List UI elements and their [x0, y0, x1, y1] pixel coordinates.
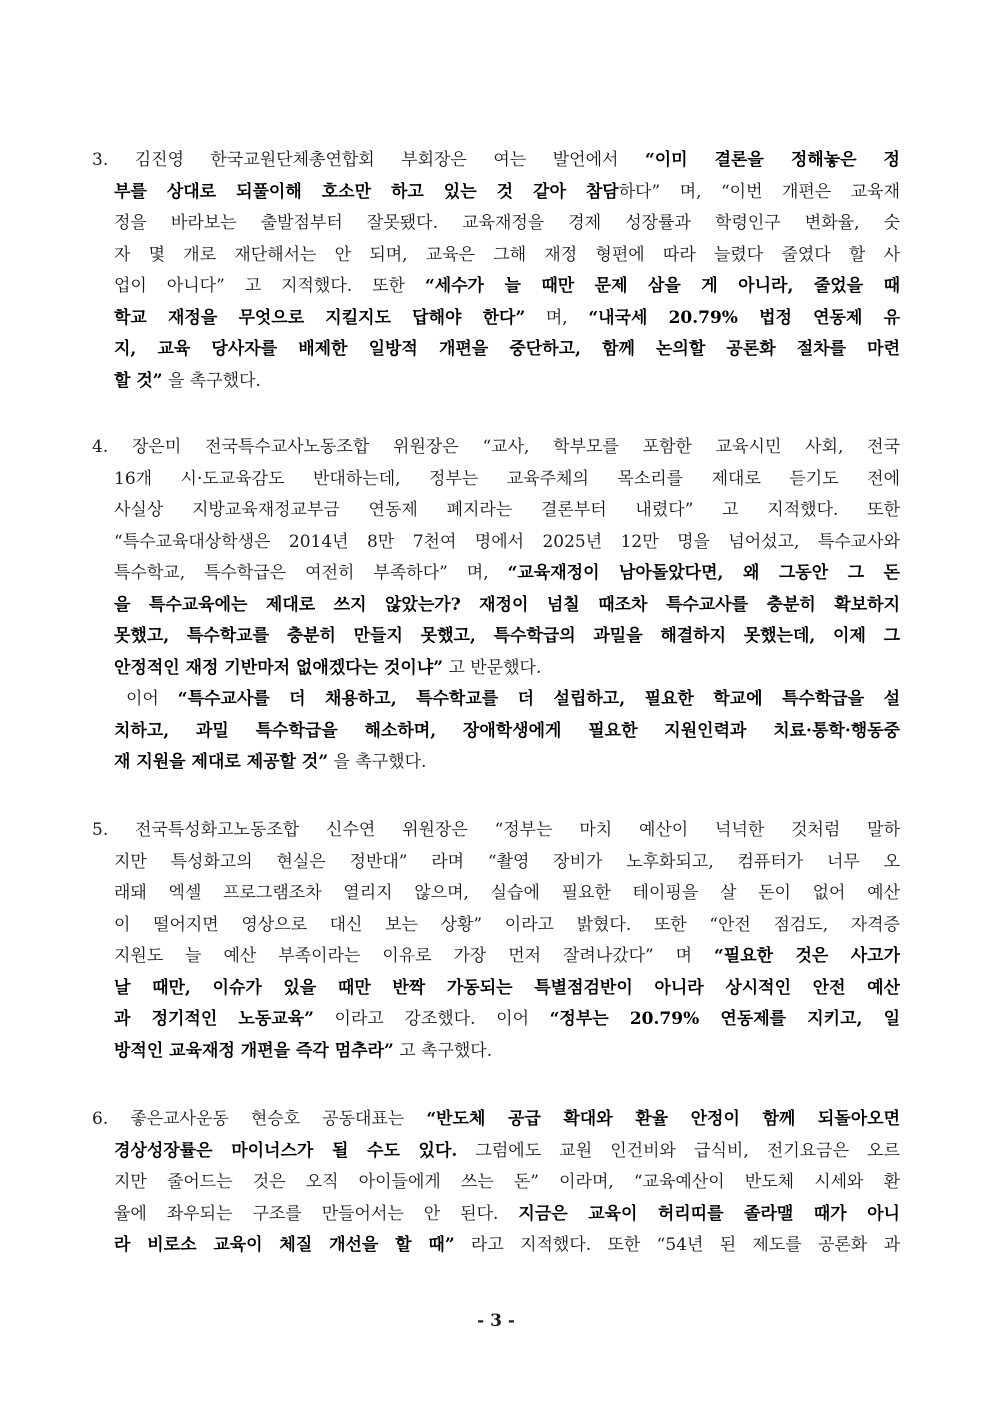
- text-segment: 며,: [525, 307, 589, 328]
- bold-quote-text: “이미 결론을 정해놓은 정: [644, 150, 900, 170]
- text-segment: 지만 특성화고의 현실은 정반대” 라며 “촬영 장비가 노후화되고, 컴퓨터가 너무 오: [114, 851, 900, 872]
- text-line: [92, 1230, 900, 1262]
- bold-quote-text: 안정적인 재정 기반마저 없애겠다는 것이냐”: [114, 657, 444, 678]
- text-segment: 자 몇 개로 재단해서는 안 되며, 교육은 그해 재정 형편에 따라 늘렸다 줄였다 할 사: [114, 244, 900, 265]
- bold-quote-text: “특수교사를 더 채용하고, 특수학교를 더 설립하고, 필요한 학교에 특수학급을 설: [177, 689, 900, 709]
- bold-quote-text: “교육재정이 남아돌았다면, 왜 그동안 그 돈: [507, 563, 900, 583]
- text-line: [92, 271, 900, 303]
- text-segment: 지원도 늘 예산 부족이라는 이유로 가장 먼저 잘려나갔다” 며: [114, 946, 714, 966]
- text-line: [92, 684, 900, 716]
- bold-quote-text: 라 비로소 교육이 체질 개선을 할 때”: [114, 1235, 455, 1255]
- section-3-kim-jinyoung: [92, 145, 900, 397]
- text-segment: 3. 김진영 한국교원단체총연합회 부회장은 여는 발언에서: [92, 150, 645, 170]
- text-segment: 업이 아니다” 고 지적했다. 또한: [114, 276, 425, 296]
- bold-quote-text: 지, 교육 당사자를 배제한 일방적 개편을 중단하고, 함께 논의할 공론화 절차를 마련: [114, 339, 900, 359]
- text-line: [92, 334, 900, 366]
- text-line: [92, 432, 900, 464]
- text-segment: 6. 좋은교사운동 현승호 공동대표는: [92, 1109, 427, 1129]
- text-line: [92, 815, 900, 847]
- bold-quote-text: “세수가 늘 때만 문제 삼을 게 아니라, 줄었을 때: [424, 276, 900, 296]
- bold-quote-text: 할 것”: [114, 370, 163, 391]
- text-segment: 특수학교, 특수학급은 여전히 부족하다” 며,: [114, 563, 508, 583]
- text-segment: 이어: [126, 689, 178, 709]
- bold-quote-text: 못했고, 특수학교를 충분히 만들지 못했고, 특수학급의 과밀을 해결하지 못했는데, 이제 그: [114, 626, 900, 646]
- text-segment: 이 떨어지면 영상으로 대신 보는 상황” 이라고 밝혔다. 또한 “안전 점검도, 자격증: [114, 914, 900, 935]
- text-line: [92, 464, 900, 496]
- text-line: [92, 621, 900, 653]
- text-segment: 을 촉구했다.: [328, 752, 427, 772]
- text-line: [92, 878, 900, 910]
- text-segment: 지만 줄어드는 것은 오직 아이들에게 쓰는 돈” 이라며, “교육예산이 반도체 시세와 환: [114, 1172, 900, 1192]
- section-6-hyun-seungho: [92, 1104, 900, 1262]
- text-line: [92, 1004, 900, 1036]
- text-segment: 정을 바라보는 출발점부터 잘못됐다. 교육재정을 경제 성장률과 학령인구 변화율, 숫: [114, 213, 900, 233]
- text-line: [92, 653, 900, 685]
- text-segment: 고 반문했다.: [443, 657, 542, 678]
- text-line: [92, 303, 900, 335]
- text-segment: 고 촉구했다.: [393, 1040, 493, 1061]
- bold-quote-text: 날 때만, 이슈가 있을 때만 반짝 가동되는 특별점검반이 아니라 상시적인 안전 예산: [114, 977, 900, 998]
- text-line: [92, 495, 900, 527]
- text-segment: 사실상 지방교육재정교부금 연동제 폐지라는 결론부터 내렸다” 고 지적했다. 또한: [114, 500, 900, 520]
- text-segment: 율에 좌우되는 구조를 만들어서는 안 된다.: [114, 1203, 519, 1224]
- text-line: [92, 527, 900, 559]
- text-segment: 그럼에도 교원 인건비와 급식비, 전기요금은 오르: [457, 1140, 900, 1161]
- text-line: [92, 208, 900, 240]
- bold-quote-text: 경상성장률은 마이너스가 될 수도 있다.: [114, 1140, 458, 1161]
- bold-quote-text: 치하고, 과밀 특수학급을 해소하며, 장애학생에게 필요한 지원인력과 치료·통학·행동중: [114, 720, 900, 741]
- bold-quote-text: 부를 상대로 되풀이해 호소만 하고 있는 것 같아 참담: [114, 181, 619, 202]
- text-line: [92, 240, 900, 272]
- text-line: [92, 1199, 900, 1231]
- text-line: [92, 366, 900, 398]
- text-segment: 16개 시·도교육감도 반대하는데, 정부는 교육주체의 목소리를 제대로 듣기도 전에: [114, 468, 900, 489]
- text-segment: 4. 장은미 전국특수교사노동조합 위원장은 “교사, 학부모를 포함한 교육시민 사회, 전국: [92, 437, 900, 457]
- bold-quote-text: 재 지원을 제대로 제공할 것”: [114, 752, 329, 772]
- section-4-jang-eunmi: [92, 432, 900, 779]
- text-line: [92, 941, 900, 973]
- text-line: [92, 1167, 900, 1199]
- text-segment: 5. 전국특성화고노동조합 신수연 위원장은 “정부는 마치 예산이 넉넉한 것처럼 말하: [92, 820, 900, 840]
- text-line: [92, 1104, 900, 1136]
- text-line: [92, 716, 900, 748]
- bold-quote-text: 학교 재정을 무엇으로 지킬지도 답해야 한다”: [114, 307, 526, 328]
- bold-quote-text: 과 정기적인 노동교육”: [114, 1009, 314, 1029]
- bold-quote-text: 지금은 교육이 허리띠를 졸라맬 때가 아니: [518, 1203, 900, 1224]
- text-line: [92, 145, 900, 177]
- text-line: [92, 558, 900, 590]
- text-segment: 이라고 강조했다. 이어: [313, 1009, 550, 1029]
- text-segment: 을 촉구했다.: [162, 370, 261, 391]
- bold-quote-text: “정부는 20.79% 연동제를 지키고, 일: [549, 1009, 900, 1029]
- text-line: [92, 847, 900, 879]
- text-line: [92, 1036, 900, 1068]
- bold-quote-text: “필요한 것은 사고가: [714, 946, 900, 966]
- text-line: [92, 590, 900, 622]
- text-segment: “특수교육대상학생은 2014년 8만 7천여 명에서 2025년 12만 명을 넘어섰고, 특수교사와: [114, 531, 900, 552]
- section-5-shin-suyeon: [92, 815, 900, 1067]
- text-line: [92, 177, 900, 209]
- text-line: [92, 910, 900, 942]
- bold-quote-text: “반도체 공급 확대와 환율 안정이 함께 되돌아오면: [426, 1109, 900, 1129]
- text-segment: 하다” 며, “이번 개편은 교육재: [618, 181, 900, 202]
- text-segment: 래돼 엑셀 프로그램조차 열리지 않으며, 실습에 필요한 테이핑을 살 돈이 없어 예산: [114, 883, 900, 903]
- text-line: [92, 1136, 900, 1168]
- bold-quote-text: “내국세 20.79% 법정 연동제 유: [588, 307, 900, 328]
- bold-quote-text: 방적인 교육재정 개편을 즉각 멈추라”: [114, 1040, 394, 1061]
- text-line: [92, 747, 900, 779]
- page-number: - 3 -: [477, 1311, 515, 1331]
- text-segment: 라고 지적했다. 또한 “54년 된 제도를 공론화 과: [454, 1235, 900, 1255]
- bold-quote-text: 을 특수교육에는 제대로 쓰지 않았는가? 재정이 넘칠 때조차 특수교사를 충분히 확보하지: [114, 594, 900, 615]
- text-line: [92, 973, 900, 1005]
